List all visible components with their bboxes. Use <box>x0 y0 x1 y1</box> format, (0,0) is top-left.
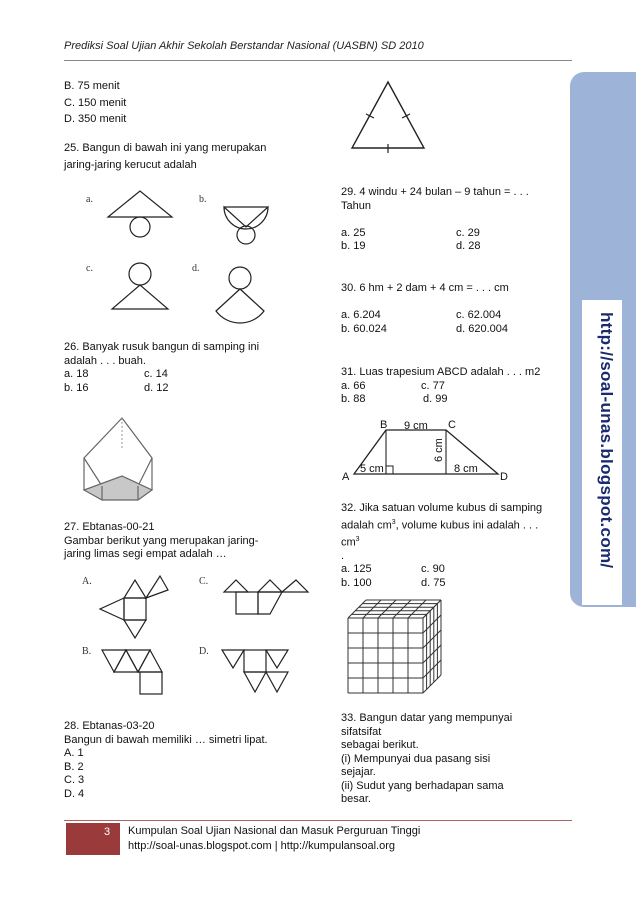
cone-sector-c <box>112 285 168 309</box>
q27-text-3: jaring limas segi empat adalah … <box>64 548 227 560</box>
page-header: Prediksi Soal Ujian Akhir Sekolah Berstandar Nasional (UASBN) SD 2010 <box>64 40 424 52</box>
q30-option-c: c. 62.004 <box>456 309 502 321</box>
q30-text: 30. 6 hm + 2 dam + 4 cm = . . . cm <box>341 282 509 294</box>
q29-text-2: Tahun <box>341 199 371 212</box>
right-angle-mark <box>386 466 393 474</box>
net-c-tri <box>258 580 282 592</box>
question-33 <box>341 712 571 807</box>
footer-links[interactable]: http://soal-unas.blogspot.com | http://kumpulansoal.org <box>128 840 396 852</box>
question-26 <box>64 341 304 395</box>
net-c-tri <box>224 580 248 592</box>
net-d-tri <box>266 650 288 668</box>
q25-label-a: a. <box>86 194 93 205</box>
q30-option-b: b. 60.024 <box>341 322 387 335</box>
net-a-tri <box>146 576 168 598</box>
q25-label-d: d. <box>192 263 200 274</box>
question-32 <box>341 502 571 590</box>
q28-option: D. 4 <box>64 787 85 800</box>
cube-grid-line <box>423 645 441 663</box>
page-number-box <box>66 823 120 855</box>
vertex-d: D <box>500 471 508 483</box>
cube-grid-line <box>378 600 396 618</box>
cone-sector-d <box>216 289 264 323</box>
net-b-tri <box>114 650 138 672</box>
net-d-square <box>244 650 266 672</box>
q25-text-2: jaring-jaring kerucut adalah <box>64 158 197 171</box>
q25-figures <box>64 185 324 325</box>
q26-option-d: d. 12 <box>144 381 169 394</box>
net-a-tri <box>124 580 146 598</box>
q27-text-2: Gambar berikut yang merupakan jaring- <box>64 534 259 547</box>
q32-superscript-2: 3 <box>355 535 360 543</box>
q32-text-2b: , volume kubus ini adalah . . . <box>395 519 539 532</box>
net-a-tri <box>124 620 146 638</box>
q31-trapezoid <box>340 418 520 486</box>
question-29 <box>341 186 571 254</box>
label-right: 8 cm <box>454 463 478 475</box>
vertex-b: B <box>380 419 388 431</box>
q27-label-b: B. <box>82 646 92 657</box>
sidebar-url[interactable]: http://soal-unas.blogspot.com/ <box>597 312 616 569</box>
q32-text-3 <box>341 533 571 550</box>
q32-unit-2: cm <box>341 536 356 549</box>
q30-option-a: a. 6.204 <box>341 309 381 321</box>
q27-label-d: D. <box>199 646 209 657</box>
net-b-square <box>140 672 162 694</box>
question-25 <box>64 142 266 172</box>
question-27 <box>64 521 258 562</box>
q31-option-a: a. 66 <box>341 379 366 392</box>
q25-text: 25. Bangun di bawah ini yang merupakan <box>64 142 267 154</box>
cone-base-d <box>229 267 251 289</box>
label-left: 5 cm <box>360 463 384 475</box>
q33-text-2: sifatsifat <box>341 725 382 738</box>
q26-option-b: b. 16 <box>64 381 89 394</box>
q32-option-a: a. 125 <box>341 563 372 576</box>
q32-text-4: . <box>341 549 345 562</box>
q30-option-d: d. 620.004 <box>456 322 508 335</box>
q29-option-d: d. 28 <box>456 240 481 252</box>
net-a-tri <box>100 598 124 620</box>
q27-text: 27. Ebtanas-00-21 <box>64 521 155 533</box>
q29-option-b: b. 19 <box>341 240 366 252</box>
q32-option-b: b. 100 <box>341 576 372 589</box>
q27-label-a: A. <box>82 576 92 587</box>
label-top: 9 cm <box>404 420 428 432</box>
option-c: C. 150 menit <box>64 96 127 109</box>
cube-grid-line <box>393 600 411 618</box>
triangle-shape <box>352 82 424 148</box>
prev-options <box>64 80 126 127</box>
q32-superscript: 3 <box>391 518 396 526</box>
q33-text-3: sebagai berikut. <box>341 739 419 751</box>
cone-sector-a <box>108 191 172 217</box>
question-30 <box>341 282 571 336</box>
net-b-tri <box>138 650 162 672</box>
vertex-c: C <box>448 419 456 431</box>
q28-option: B. 2 <box>64 760 84 773</box>
header-divider <box>64 60 572 61</box>
question-28 <box>64 720 268 801</box>
question-31 <box>341 366 571 407</box>
cube-grid-line <box>423 600 441 618</box>
page-number: 3 <box>104 826 111 838</box>
footer-title: Kumpulan Soal Ujian Nasional dan Masuk Perguruan Tinggi <box>128 825 421 837</box>
cube-grid-line <box>423 675 441 693</box>
q29-option-c: c. 29 <box>456 226 480 239</box>
q32-option-d: d. 75 <box>421 576 446 589</box>
q26-prism <box>64 410 184 510</box>
net-d-tri <box>222 650 244 668</box>
q33-text: 33. Bangun datar yang mempunyai <box>341 712 513 724</box>
q28-text-2: Bangun di bawah memiliki … simetri lipat. <box>64 733 268 746</box>
q33-text-5: sejajar. <box>341 766 376 778</box>
q31-option-d: d. 99 <box>423 393 448 405</box>
q29-text: 29. 4 windu + 24 bulan – 9 tahun = . . . <box>341 186 529 198</box>
q26-text: 26. Banyak rusuk bangun di samping ini <box>64 341 260 353</box>
q28-text: 28. Ebtanas-03-20 <box>64 720 155 732</box>
cube-grid-line <box>363 600 381 618</box>
q26-text-2: adalah . . . buah. <box>64 354 146 367</box>
q25-label-b: b. <box>199 194 207 205</box>
cone-base-c <box>129 263 151 285</box>
q26-option-a: a. 18 <box>64 368 89 380</box>
net-d-tri <box>244 672 266 692</box>
cube-grid-line <box>423 615 441 633</box>
label-height: 6 cm <box>433 438 445 462</box>
option-d: D. 350 menit <box>64 113 127 125</box>
q33-text-6: (ii) Sudut yang berhadapan sama <box>341 779 504 792</box>
vertex-a: A <box>342 471 350 483</box>
option-b: B. 75 menit <box>64 80 120 92</box>
cube-grid-line <box>408 600 426 618</box>
q26-option-c: c. 14 <box>144 368 168 380</box>
cube-grid-line <box>423 660 441 678</box>
q32-cube <box>340 596 450 696</box>
q28-option: C. 3 <box>64 774 85 786</box>
q32-option-c: c. 90 <box>421 563 445 576</box>
q25-label-c: c. <box>86 263 93 274</box>
net-c-tri <box>282 580 308 592</box>
net-b-tri <box>102 650 126 672</box>
net-a-square <box>124 598 146 620</box>
prism-top <box>84 418 152 486</box>
cube-grid-line <box>348 600 366 618</box>
q33-text-4: (i) Mempunyai dua pasang sisi <box>341 752 491 765</box>
q33-text-7: besar. <box>341 793 371 805</box>
cone-base-a <box>130 217 150 237</box>
q32-text-2 <box>341 516 571 533</box>
cube-grid-line <box>423 630 441 648</box>
q28-triangle <box>340 78 440 158</box>
net-b-tri <box>126 650 150 672</box>
net-c-tri <box>258 592 282 614</box>
footer-divider <box>64 820 572 821</box>
q32-text: 32. Jika satuan volume kubus di samping <box>341 502 543 514</box>
q31-option-c: c. 77 <box>421 379 445 392</box>
q28-option: A. 1 <box>64 747 84 759</box>
q29-option-a: a. 25 <box>341 226 366 239</box>
q27-label-c: C. <box>199 576 209 587</box>
q27-nets <box>64 570 324 705</box>
net-d-tri <box>266 672 288 692</box>
q31-option-b: b. 88 <box>341 393 366 405</box>
net-c-square <box>236 592 258 614</box>
q32-unit: adalah cm <box>341 519 392 532</box>
q31-text: 31. Luas trapesium ABCD adalah . . . m2 <box>341 366 541 378</box>
